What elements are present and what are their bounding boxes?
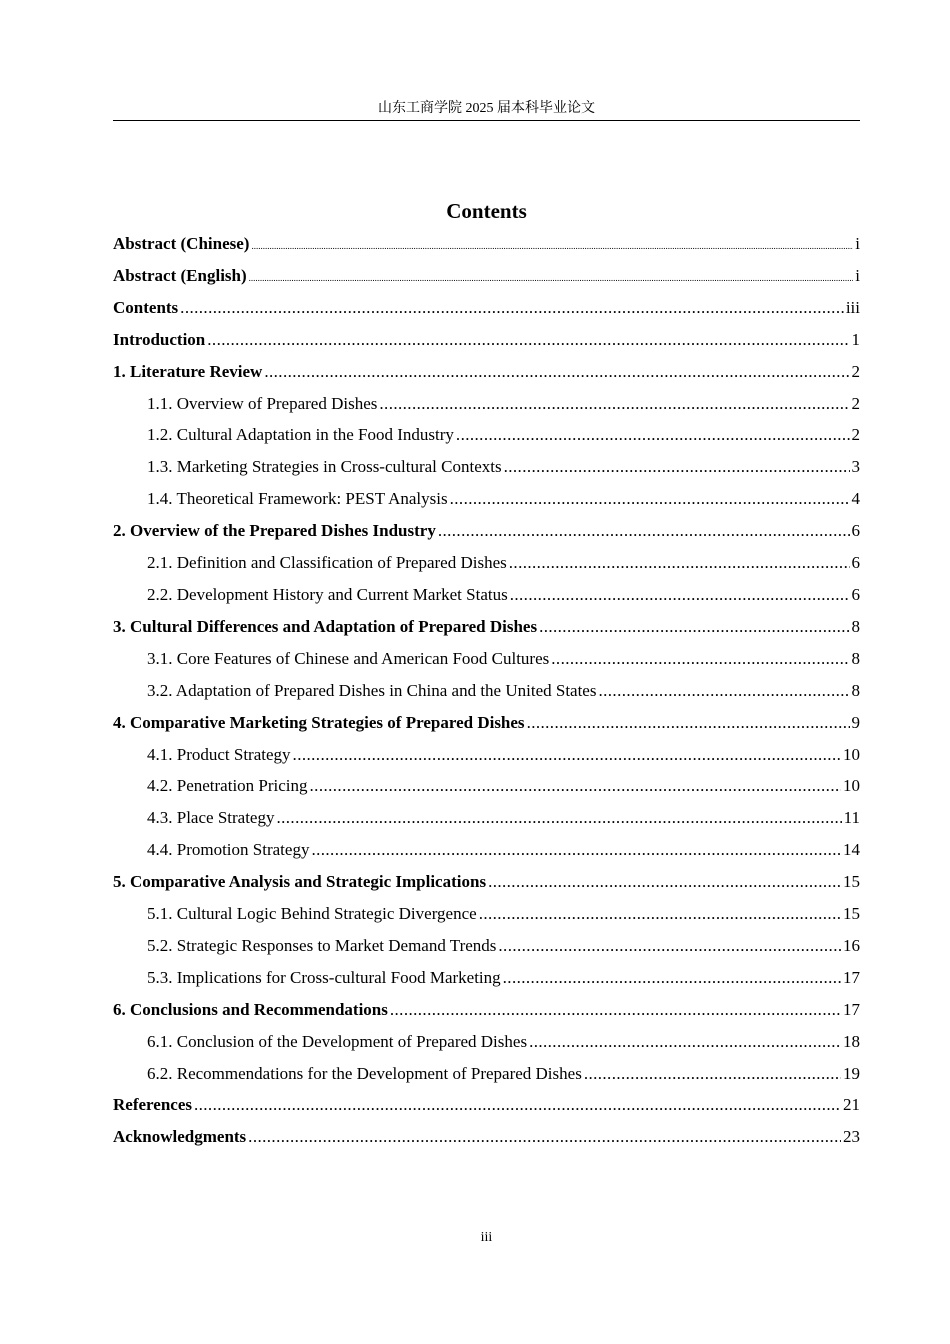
toc-entry[interactable] — [113, 359, 860, 391]
toc-entry-label: Abstract (Chinese) — [113, 234, 250, 253]
toc-entry[interactable] — [113, 422, 860, 454]
toc-entry-page: 4 — [851, 489, 860, 509]
toc-entry[interactable] — [113, 1124, 860, 1156]
toc-entry-page: iii — [845, 297, 860, 317]
running-header: 山东工商学院 2025 届本科毕业论文 — [378, 101, 595, 116]
toc-entry-label: Acknowledgments — [113, 1127, 247, 1147]
toc-entry-label: 2.1. Definition and Classification of Prepared Dishes — [147, 553, 507, 573]
toc-entry-label: 3.1. Core Features of Chinese and American Food Cultures — [147, 648, 550, 668]
toc-entry-page: 19 — [843, 1063, 860, 1083]
toc-entry[interactable] — [113, 933, 860, 965]
toc-entry[interactable] — [113, 1029, 860, 1061]
toc-entry-label: 4. Comparative Marketing Strategies of Prepared Dishes — [113, 712, 525, 732]
toc-entry[interactable] — [113, 678, 860, 710]
toc-entry-label: 4.4. Promotion Strategy — [147, 840, 310, 860]
toc-entry[interactable] — [113, 295, 860, 327]
toc-entry-page: 8 — [851, 648, 860, 668]
toc-entry-page: i — [855, 265, 860, 285]
dot-leader — [456, 422, 850, 448]
toc-title: Contents — [446, 199, 527, 223]
toc-entry[interactable] — [113, 391, 860, 423]
toc-entry-page: 10 — [843, 744, 860, 764]
toc-entry-page: 18 — [843, 1031, 860, 1051]
toc-entry-page: 6 — [851, 521, 860, 541]
dot-leader — [264, 359, 849, 385]
dot-leader — [293, 742, 841, 768]
toc-entry[interactable] — [113, 550, 860, 582]
dot-leader — [248, 1124, 841, 1150]
dot-leader — [479, 901, 841, 927]
dot-leader — [509, 550, 850, 576]
toc-entry-label: Contents — [113, 297, 179, 317]
dot-leader — [450, 486, 850, 512]
dot-leader — [310, 773, 841, 799]
toc-entry-page: 8 — [851, 616, 860, 636]
dot-leader — [276, 805, 841, 831]
dot-leader — [529, 1029, 841, 1055]
toc-entry-page: 11 — [843, 808, 860, 828]
toc-entry-label: 4.3. Place Strategy — [147, 808, 275, 828]
toc-entry-label: 5.1. Cultural Logic Behind Strategic Divergence — [147, 904, 477, 924]
toc-entry[interactable] — [113, 837, 860, 869]
toc-entry[interactable] — [113, 582, 860, 614]
dot-leader — [180, 295, 844, 321]
toc-entry[interactable] — [113, 805, 860, 837]
toc-entry-page: 10 — [843, 776, 860, 796]
toc-entry-label: 3. Cultural Differences and Adaptation of Prepared Dishes — [113, 616, 538, 636]
toc-entry-page: 17 — [843, 999, 860, 1019]
toc-entry-page: 14 — [843, 840, 860, 860]
toc-entry-page: 15 — [843, 904, 860, 924]
toc-entry[interactable] — [113, 997, 860, 1029]
toc-entry[interactable] — [113, 1061, 860, 1093]
dot-leader — [207, 327, 849, 353]
toc-entry-page: 8 — [851, 680, 860, 700]
toc-entry-page: 23 — [843, 1127, 860, 1147]
toc-entry-label: 6.1. Conclusion of the Development of Prepared Dishes — [147, 1031, 528, 1051]
dot-leader — [498, 933, 841, 959]
toc-entry[interactable] — [113, 263, 860, 295]
dot-leader — [551, 646, 849, 672]
toc-entry-label: 2.2. Development History and Current Market Status — [147, 584, 508, 604]
toc-entry-label: 1.2. Cultural Adaptation in the Food Industry — [147, 425, 454, 445]
header-rule — [113, 120, 860, 121]
toc-entry-label: 5. Comparative Analysis and Strategic Implications — [113, 872, 487, 892]
toc-entry[interactable] — [113, 231, 860, 263]
toc-entry-label: 4.2. Penetration Pricing — [147, 776, 308, 796]
dot-leader — [379, 391, 849, 417]
page-number: iii — [480, 1230, 493, 1245]
toc-entry-page: 3 — [851, 457, 860, 477]
toc-entry[interactable] — [113, 486, 860, 518]
toc-entry-page: 6 — [851, 553, 860, 573]
toc-entry-page: 1 — [851, 329, 860, 349]
dot-leader — [504, 454, 850, 480]
toc-entry[interactable] — [113, 327, 860, 359]
toc-entry-label: 3.2. Adaptation of Prepared Dishes in China and the United States — [147, 680, 597, 700]
toc-entry[interactable] — [113, 646, 860, 678]
toc-entry-page: 9 — [851, 712, 860, 732]
dot-leader — [510, 582, 850, 608]
toc-entry[interactable] — [113, 773, 860, 805]
toc-entry-page: 6 — [851, 584, 860, 604]
toc-entry[interactable] — [113, 518, 860, 550]
toc-entry-page: 15 — [843, 872, 860, 892]
toc-entry-label: Abstract (English) — [113, 265, 247, 285]
toc-entry-page: 2 — [851, 393, 860, 413]
toc-entry-label: 1. Literature Review — [113, 361, 263, 381]
dot-leader — [311, 837, 841, 863]
toc-entry[interactable] — [113, 901, 860, 933]
toc-entry-label: 1.3. Marketing Strategies in Cross-cultural Contexts — [147, 457, 502, 477]
toc-entry-page: 16 — [843, 935, 860, 955]
toc-entry-label: 6. Conclusions and Recommendations — [113, 999, 388, 1019]
toc-entry[interactable] — [113, 710, 860, 742]
toc-entry-page: 21 — [843, 1095, 860, 1115]
table-of-contents — [113, 231, 860, 1156]
toc-entry-label: References — [113, 1095, 192, 1115]
dot-leader — [503, 965, 841, 991]
toc-entry-label: 1.4. Theoretical Framework: PEST Analysis — [147, 489, 448, 509]
toc-entry[interactable] — [113, 1092, 860, 1124]
toc-entry[interactable] — [113, 614, 860, 646]
toc-entry-page: 17 — [843, 967, 860, 987]
dot-leader — [584, 1061, 841, 1087]
toc-entry-page: 2 — [851, 361, 860, 381]
toc-entry-label: 5.2. Strategic Responses to Market Demand Trends — [147, 935, 497, 955]
dot-leader — [194, 1092, 841, 1118]
toc-entry-page: 2 — [851, 425, 860, 445]
toc-entry-label: 5.3. Implications for Cross-cultural Food Marketing — [147, 967, 501, 987]
dot-leader — [251, 233, 853, 259]
toc-entry[interactable] — [113, 965, 860, 997]
toc-entry-label: 4.1. Product Strategy — [147, 744, 291, 764]
toc-entry-label: 6.2. Recommendations for the Development of Prepared Dishes — [147, 1063, 582, 1083]
dot-leader — [527, 710, 850, 736]
dot-leader — [539, 614, 849, 640]
dot-leader — [438, 518, 850, 544]
dot-leader — [249, 265, 854, 291]
dot-leader — [488, 869, 841, 895]
toc-entry-label: 1.1. Overview of Prepared Dishes — [147, 393, 378, 413]
toc-entry[interactable] — [113, 869, 860, 901]
dot-leader — [390, 997, 841, 1023]
toc-entry-page: i — [855, 234, 860, 253]
toc-entry-label: 2. Overview of the Prepared Dishes Industry — [113, 521, 436, 541]
dot-leader — [598, 678, 849, 704]
toc-entry[interactable] — [113, 454, 860, 486]
toc-entry[interactable] — [113, 742, 860, 774]
toc-entry-label: Introduction — [113, 329, 206, 349]
